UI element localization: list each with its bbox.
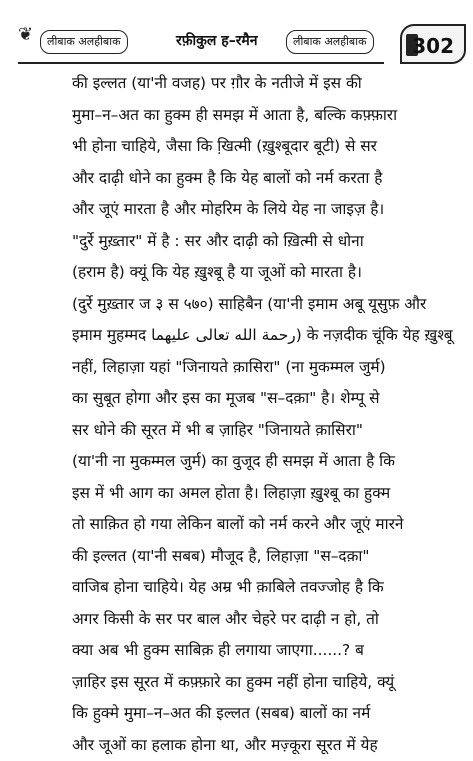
text-line: की इल्लत (या'नी वजह) पर ग़ौर के नतीजे में इस की	[72, 68, 464, 100]
text-line: और जूएं मारता है और मोहरिम के लिये येह ना जाइज़ है।	[72, 194, 464, 226]
text-line: कि हुक्मे मुमा–न–अत की इल्लत (सबब) बालों का नर्म	[72, 698, 464, 730]
text-line: इमाम मुहम्मद رحمة الله تعالى عليهما) के नज़दीक चूंकि येह ख़ुश्बू	[72, 320, 464, 352]
text-line: ज़ाहिर इस सूरत में कफ़्फ़ारे का हुक्म नहीं होना चाहिये, क्यूं	[72, 667, 464, 699]
text-line: अगर किसी के सर पर बाल और चेहरे पर दाढ़ी न हो, तो	[72, 604, 464, 636]
text-line: तो साक़ित हो गया लेकिन बालों को नर्म करने और जूएं मारने	[72, 509, 464, 541]
text-line: सर धोने की सूरत में भी ब ज़ाहिर "जिनायते क़ासिरा"	[72, 415, 464, 447]
text-line: "दुर्रे मुख़्तार" में है : सर और दाढ़ी को ख़ित्मी से धोना	[72, 226, 464, 258]
text-line: (हराम है) क्यूं कि येह ख़ुश्बू है या जूओं को मारता है।	[72, 257, 464, 289]
ornament-icon: ❦	[18, 26, 33, 44]
text-line: क्या अब भी हुक्म साबिक़ ही लगाया जाएगा......? ब	[72, 635, 464, 667]
body-text	[72, 68, 464, 761]
text-line: का सुबूत होगा और इस का मूजब "स–दक़ा" है। शेम्पू से	[72, 383, 464, 415]
text-line: (दुर्रे मुख़्तार ज ३ स ५७०) साहिबैन (या'नी इमाम अबू यूसुफ़ और	[72, 289, 464, 321]
text-line: नहीं, लिहाज़ा यहां "जिनायते क़ासिरा" (ना मुकम्मल जुर्म)	[72, 352, 464, 384]
text-line: इस में भी आग का अमल होता है। लिहाज़ा ख़ुश्बू का हुक्म	[72, 478, 464, 510]
page-number-box	[400, 24, 466, 64]
text-line: और दाढ़ी धोने का हुक्म है कि येह बालों को नर्म करता है	[72, 163, 464, 195]
text-line: वाजिब होना चाहिये। येह अम्र भी क़ाबिले तवज्जोह है कि	[72, 572, 464, 604]
text-line: और जूओं का हलाक होना था, और मज़्कूरा सूरत में येह	[72, 730, 464, 761]
header-tag-right: लीबाक अलहीबाक	[286, 30, 374, 54]
header-tag-left: लीबाक अलहीबाक	[40, 30, 128, 54]
text-line: मुमा–न–अत का हुक्म ही समझ में आता है, बल्कि कफ़्फ़ारा	[72, 100, 464, 132]
text-line: की इल्लत (या'नी सबब) मौजूद है, लिहाज़ा "स–दक़ा"	[72, 541, 464, 573]
page-number: 302	[412, 34, 454, 58]
text-line: (या'नी ना मुकम्मल जुर्म) का वुजूद ही समझ में आता है कि	[72, 446, 464, 478]
text-line: भी होना चाहिये, जैसा कि खि़त्मी (ख़ुश्बूदार बूटी) से सर	[72, 131, 464, 163]
page-header	[6, 24, 466, 66]
page-title: रफ़ीकुल ह–रमैन	[176, 30, 258, 52]
header-rule	[18, 62, 384, 64]
